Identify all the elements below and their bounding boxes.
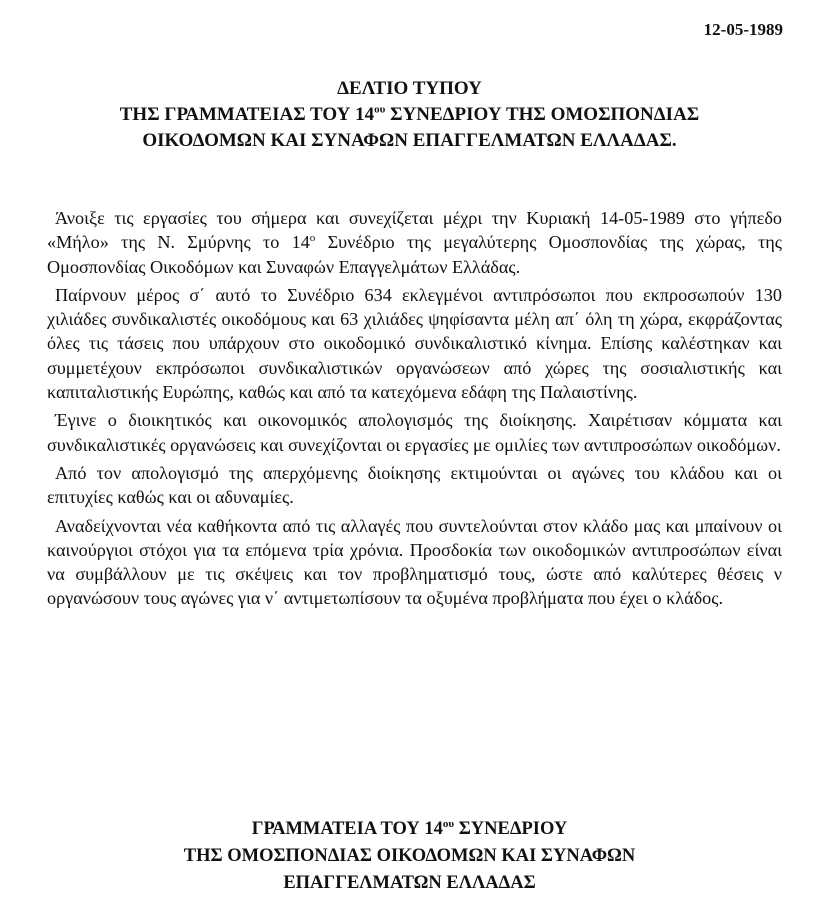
signature-line-3: ΕΠΑΓΓΕΛΜΑΤΩΝ ΕΛΛΑΔΑΣ <box>283 873 536 893</box>
paragraph-opening-text: Άνοιξε τις εργασίες του σήμερα και συνεχίζεται μέχρι την Κυριακή 14-05-1989 στο γήπεδο «Μήλο» της Ν. Σμύρνης το 14 <box>47 208 782 253</box>
header-title: ΔΕΛΤΙΟ ΤΥΠΟΥ <box>337 78 482 99</box>
signature-line-1-text-end: ΣΥΝΕΔΡΙΟΥ <box>454 819 568 839</box>
header-line-2 <box>0 102 819 128</box>
press-release-body <box>47 206 782 611</box>
paragraph-opening-superscript: ο <box>309 232 316 245</box>
paragraph-opening-text-end: Συνέδριο της μεγαλύτερης Ομοσπονδίας της χώρας, της Ομοσπονδίας Οικοδόμων και Συναφών Επαγγελμάτων Ελλάδας. <box>47 232 783 277</box>
paragraph-opening <box>47 206 782 279</box>
signature-line-1-superscript: ου <box>442 817 455 830</box>
signature-line-1-text: ΓΡΑΜΜΑΤΕΙΑ ΤΟΥ 14 <box>251 819 443 839</box>
paragraph-new-tasks: Αναδείχνονται νέα καθήκοντα από τις αλλαγές που συντελούνται στον κλάδο μας και μπαίνουν οι καινούργιοι στόχοι για τα επόμενα τρία χρόνια. Προσδοκία των οικοδομικών αντιπροσώπων είναι να συμβάλλουν με τις σκέψεις και τον προβληματισμό τους, ώστε από καλύτερες θέσεις ν οργανώσουν τους αγώνες για ν΄ αντιμετωπίσουν τα οξυμένα προβλήματα που έχει ο κλάδος. <box>47 515 782 609</box>
header-line-2-superscript: ου <box>374 103 386 116</box>
signature-block <box>0 816 819 897</box>
header-line-3: ΟΙΚΟΔΟΜΩΝ ΚΑΙ ΣΥΝΑΦΩΝ ΕΠΑΓΓΕΛΜΑΤΩΝ ΕΛΛΑΔΑΣ. <box>142 130 677 151</box>
header-line-2-text: ΤΗΣ ΓΡΑΜΜΑΤΕΙΑΣ ΤΟΥ 14 <box>119 104 375 125</box>
signature-line-2: ΤΗΣ ΟΜΟΣΠΟΝΔΙΑΣ ΟΙΚΟΔΟΜΩΝ ΚΑΙ ΣΥΝΑΦΩΝ <box>183 846 636 866</box>
paragraph-participants: Παίρνουν μέρος σ΄ αυτό το Συνέδριο 634 εκλεγμένοι αντιπρόσωποι που εκπροσωπούν 130 χιλιάδες συνδικαλιστές οικοδόμους και 63 χιλιάδες ψηφίσαντα μέλη απ΄ όλη τη χώρα, εκφράζοντας όλες τις τάσεις που υπάρχουν στο οικοδομικό συνδικαλιστικό κίνημα. Επίσης καλέστηκαν και συμμετέχουν εκπρόσωποι συνδικαλιστικών οργανώσεων από χώρες της σοσιαλιστικής και καπιταλιστικής Ευρώπης, καθώς και από τα κατεχόμενα εδάφη της Παλαιστίνης. <box>47 284 782 403</box>
paragraph-report: Έγινε ο διοικητικός και οικονομικός απολογισμός της διοίκησης. Χαιρέτισαν κόμματα και συνδικαλιστικές οργανώσεις και συνεχίζονται οι εργασίες με ομιλίες των αντιπροσώπων οικοδόμων. <box>47 410 782 455</box>
signature-line-1 <box>0 816 819 843</box>
document-date: 12-05-1989 <box>703 20 783 39</box>
header-line-2-text-end: ΣΥΝΕΔΡΙΟΥ ΤΗΣ ΟΜΟΣΠΟΝΔΙΑΣ <box>385 104 700 125</box>
paragraph-assessment: Από τον απολογισμό της απερχόμενης διοίκησης εκτιμούνται οι αγώνες του κλάδου και οι επιτυχίες καθώς και οι αδυναμίες. <box>47 462 782 508</box>
press-release-header <box>0 76 819 154</box>
